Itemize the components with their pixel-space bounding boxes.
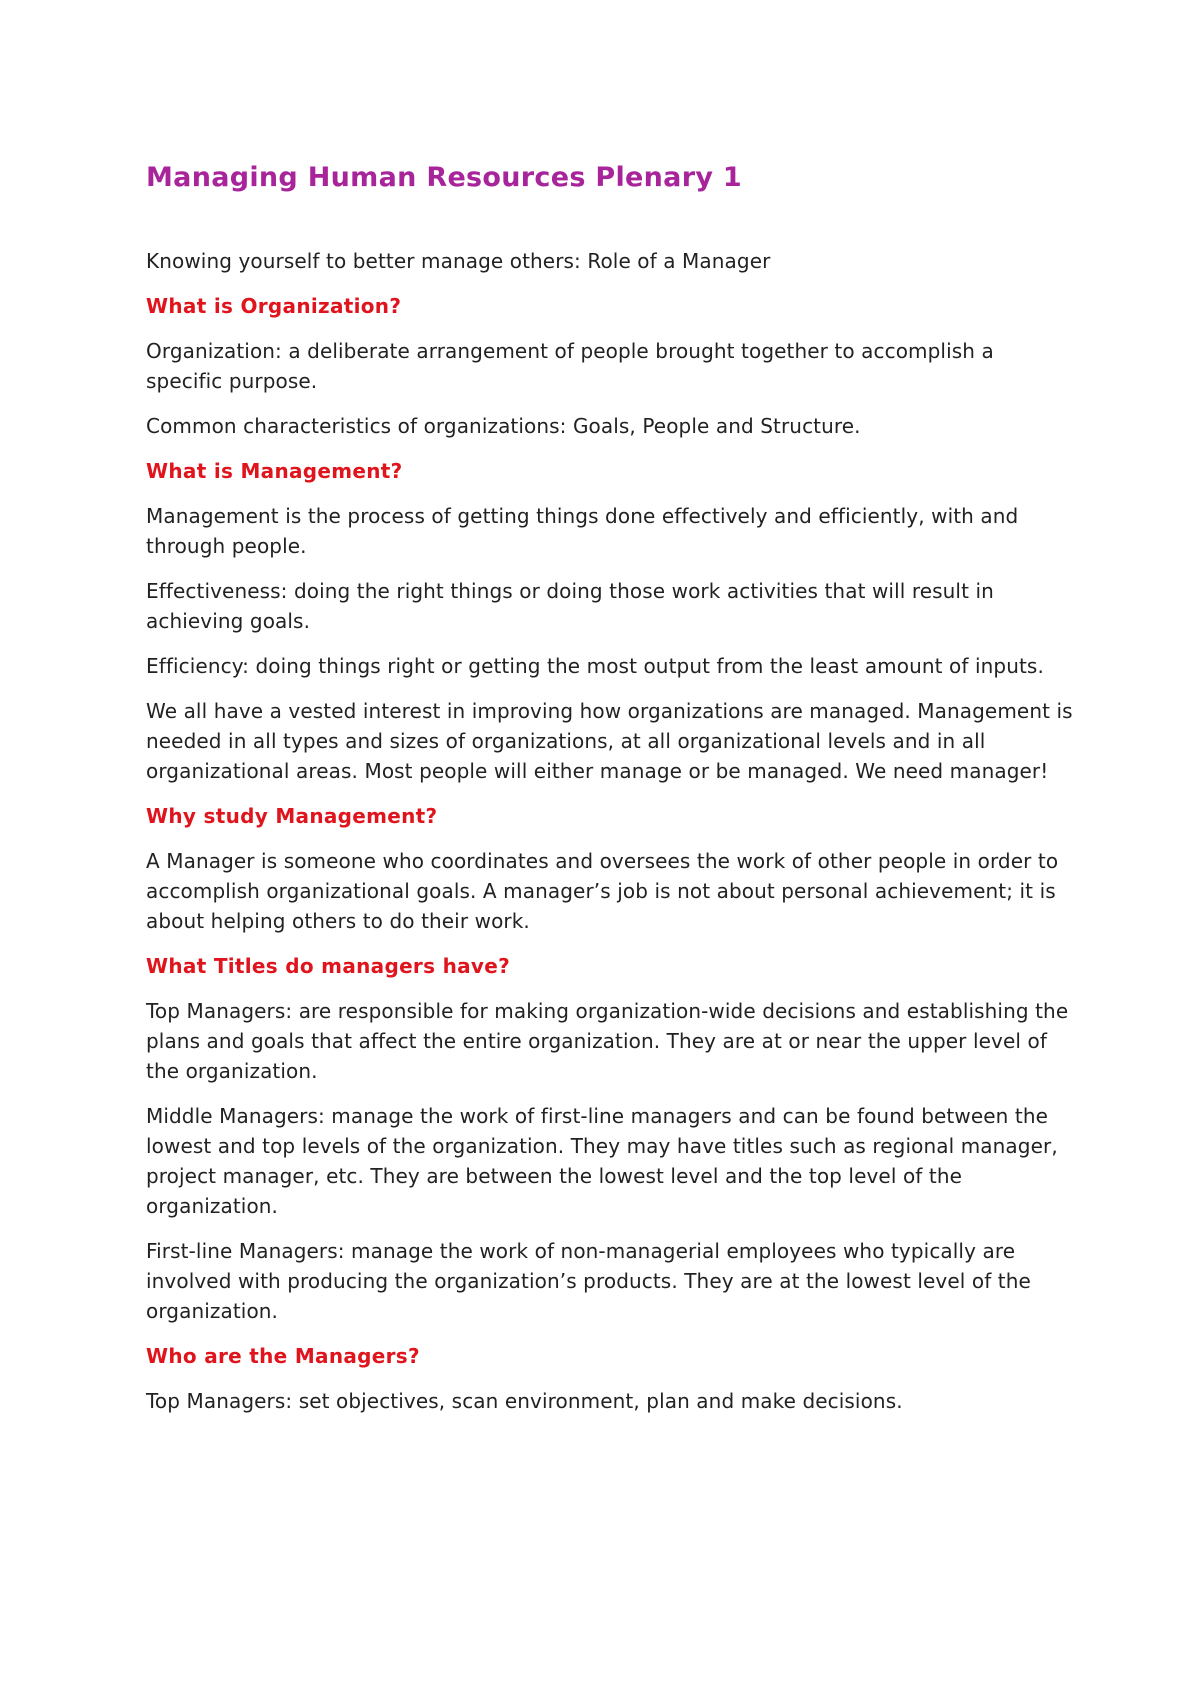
paragraph-first-line-managers: First-line Managers: manage the work of non-managerial employees who typically are involved with producing the organization’s products. They are at the lowest level of the organization.	[146, 1239, 1031, 1323]
heading-what-is-management: What is Management?	[146, 459, 403, 483]
heading-why-study-management: Why study Management?	[146, 804, 438, 828]
heading-who-are-managers: Who are the Managers?	[146, 1344, 420, 1368]
paragraph-organization-definition: Organization: a deliberate arrangement of people brought together to accomplish a specific purpose.	[146, 339, 994, 393]
paragraph-vested-interest: We all have a vested interest in improving how organizations are managed. Management is needed in all types and sizes of organizations, at all organizational levels and in all organizational areas. Most people will either manage or be managed. We need manager!	[146, 699, 1073, 783]
heading-manager-titles: What Titles do managers have?	[146, 954, 511, 978]
paragraph-management-definition: Management is the process of getting things done effectively and efficiently, with and through people.	[146, 504, 1019, 558]
document-subtitle: Knowing yourself to better manage others: Role of a Manager	[146, 249, 771, 273]
document-title: Managing Human Resources Plenary 1	[146, 162, 742, 193]
heading-what-is-organization: What is Organization?	[146, 294, 402, 318]
paragraph-top-managers-role: Top Managers: set objectives, scan environment, plan and make decisions.	[146, 1389, 903, 1413]
paragraph-top-managers: Top Managers: are responsible for making organization-wide decisions and establishing the plans and goals that affect the entire organization. They are at or near the upper level of the organization.	[146, 999, 1069, 1083]
paragraph-manager-definition: A Manager is someone who coordinates and oversees the work of other people in order to accomplish organizational goals. A manager’s job is not about personal achievement; it is about helping others to do their work.	[146, 849, 1059, 933]
paragraph-organization-characteristics: Common characteristics of organizations: Goals, People and Structure.	[146, 414, 861, 438]
paragraph-middle-managers: Middle Managers: manage the work of first-line managers and can be found between the lowest and top levels of the organization. They may have titles such as regional manager, project manager, etc. They are between the lowest level and the top level of the organization.	[146, 1104, 1058, 1218]
document-page	[146, 158, 1076, 1431]
paragraph-efficiency: Efficiency: doing things right or getting the most output from the least amount of inputs.	[146, 654, 1044, 678]
paragraph-effectiveness: Effectiveness: doing the right things or doing those work activities that will result in achieving goals.	[146, 579, 994, 633]
